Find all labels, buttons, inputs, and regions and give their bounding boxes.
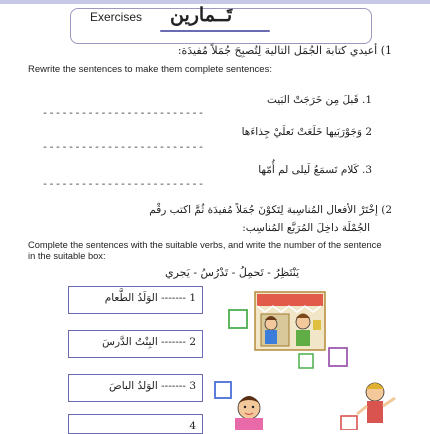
- header-underline: [160, 30, 270, 32]
- q1-sentence-2-number: 2: [365, 126, 372, 138]
- q2-instruction-arabic-line2: الجُمْلَة داخِلَ المُرَبَّع المُناسِب:: [242, 222, 370, 234]
- q1-sentence-1-text: قَبلَ مِن خَرَجَتْ البَيت: [267, 94, 359, 106]
- q1-sentence-3-text: كَلام تَسمَعُ لَيلى لم أُمّها: [258, 164, 359, 176]
- picture-area: [205, 280, 405, 430]
- q1-sentence-1-number: 1: [365, 94, 372, 106]
- q2-row-3[interactable]: [68, 374, 203, 402]
- q2-row-2-number: 2: [189, 336, 196, 348]
- q1-instruction-arabic: 1) أعيدي كتابة الجُمَل التالية لِتُصبِحَ جُمَلاً مُفيدَة:: [177, 44, 392, 57]
- q1-sentence-3: 3. كَلام تَسمَعُ لَيلى لم أُمّها: [258, 164, 372, 176]
- q1-sentence-2-text: وَجَوْرَبَيها خَلَعَتْ نَعلَيْ جِذاءَها: [241, 126, 362, 138]
- q2-row-1-number: 1: [189, 292, 196, 304]
- answer-box-green-small[interactable]: [299, 354, 313, 368]
- q2-row-4[interactable]: [68, 414, 203, 434]
- q2-instruction-english: Complete the sentences with the suitable verbs, and write the number of the sentence in the suitable box:: [28, 240, 382, 261]
- q2-verb-bank: يَنْتَظِرُ - تَحمِلُ - تَدْرُسُ - يَجري: [165, 266, 300, 279]
- header-english-title: Exercises: [90, 10, 143, 24]
- q1-sentence-3-number: 3: [365, 164, 372, 176]
- q1-sentence-1: 1. قَبلَ مِن خَرَجَتْ البَيت: [267, 94, 372, 106]
- q2-row-2-text: 2 ------- البِنْتُ الدَّرسَ: [102, 336, 196, 348]
- girl-illustration: [235, 396, 263, 430]
- q1-answer-line-3[interactable]: -------------------------: [42, 180, 205, 191]
- answer-box-purple[interactable]: [329, 348, 347, 366]
- q2-row-3-sentence: الوَلدُ الباصَ: [109, 380, 158, 392]
- q2-row-3-number: 3: [189, 380, 196, 392]
- illustrations: [205, 280, 405, 430]
- answer-box-red[interactable]: [341, 416, 357, 430]
- q1-sentence-2: [242, 126, 372, 138]
- q2-row-1[interactable]: [68, 286, 203, 314]
- q1-instruction-english: Rewrite the sentences to make them complete sentences:: [28, 64, 272, 75]
- q2-row-1-text: 1 ------- الوَلَدُ الطَّعام: [104, 292, 196, 304]
- answer-box-green[interactable]: [229, 310, 247, 328]
- q1-answer-line-1[interactable]: -------------------------: [42, 109, 205, 120]
- q2-instruction-arabic-line1: 2) إخْتَرْ الأفعال المُناسِبة لِتَكوْنَ جُمَلاً مُفيدَة ثُمَّ اكتب رقْم: [149, 204, 392, 216]
- header-arabic-title: تَــمارين: [170, 4, 233, 26]
- q2-row-2[interactable]: [68, 330, 203, 358]
- boy-illustration: [357, 383, 395, 423]
- q2-row-3-text: 3 ------- الوَلدُ الباصَ: [109, 380, 196, 392]
- q2-row-1-sentence: الوَلَدُ الطَّعام: [104, 292, 158, 304]
- answer-box-blue[interactable]: [215, 382, 231, 398]
- shop-scene-illustration: [255, 292, 325, 350]
- q2-row-2-sentence: البِنْتُ الدَّرسَ: [102, 336, 158, 348]
- q1-answer-line-2[interactable]: -------------------------: [42, 143, 205, 154]
- q2-row-4-number: 4: [189, 420, 196, 432]
- q2-row-4-text: [189, 420, 196, 432]
